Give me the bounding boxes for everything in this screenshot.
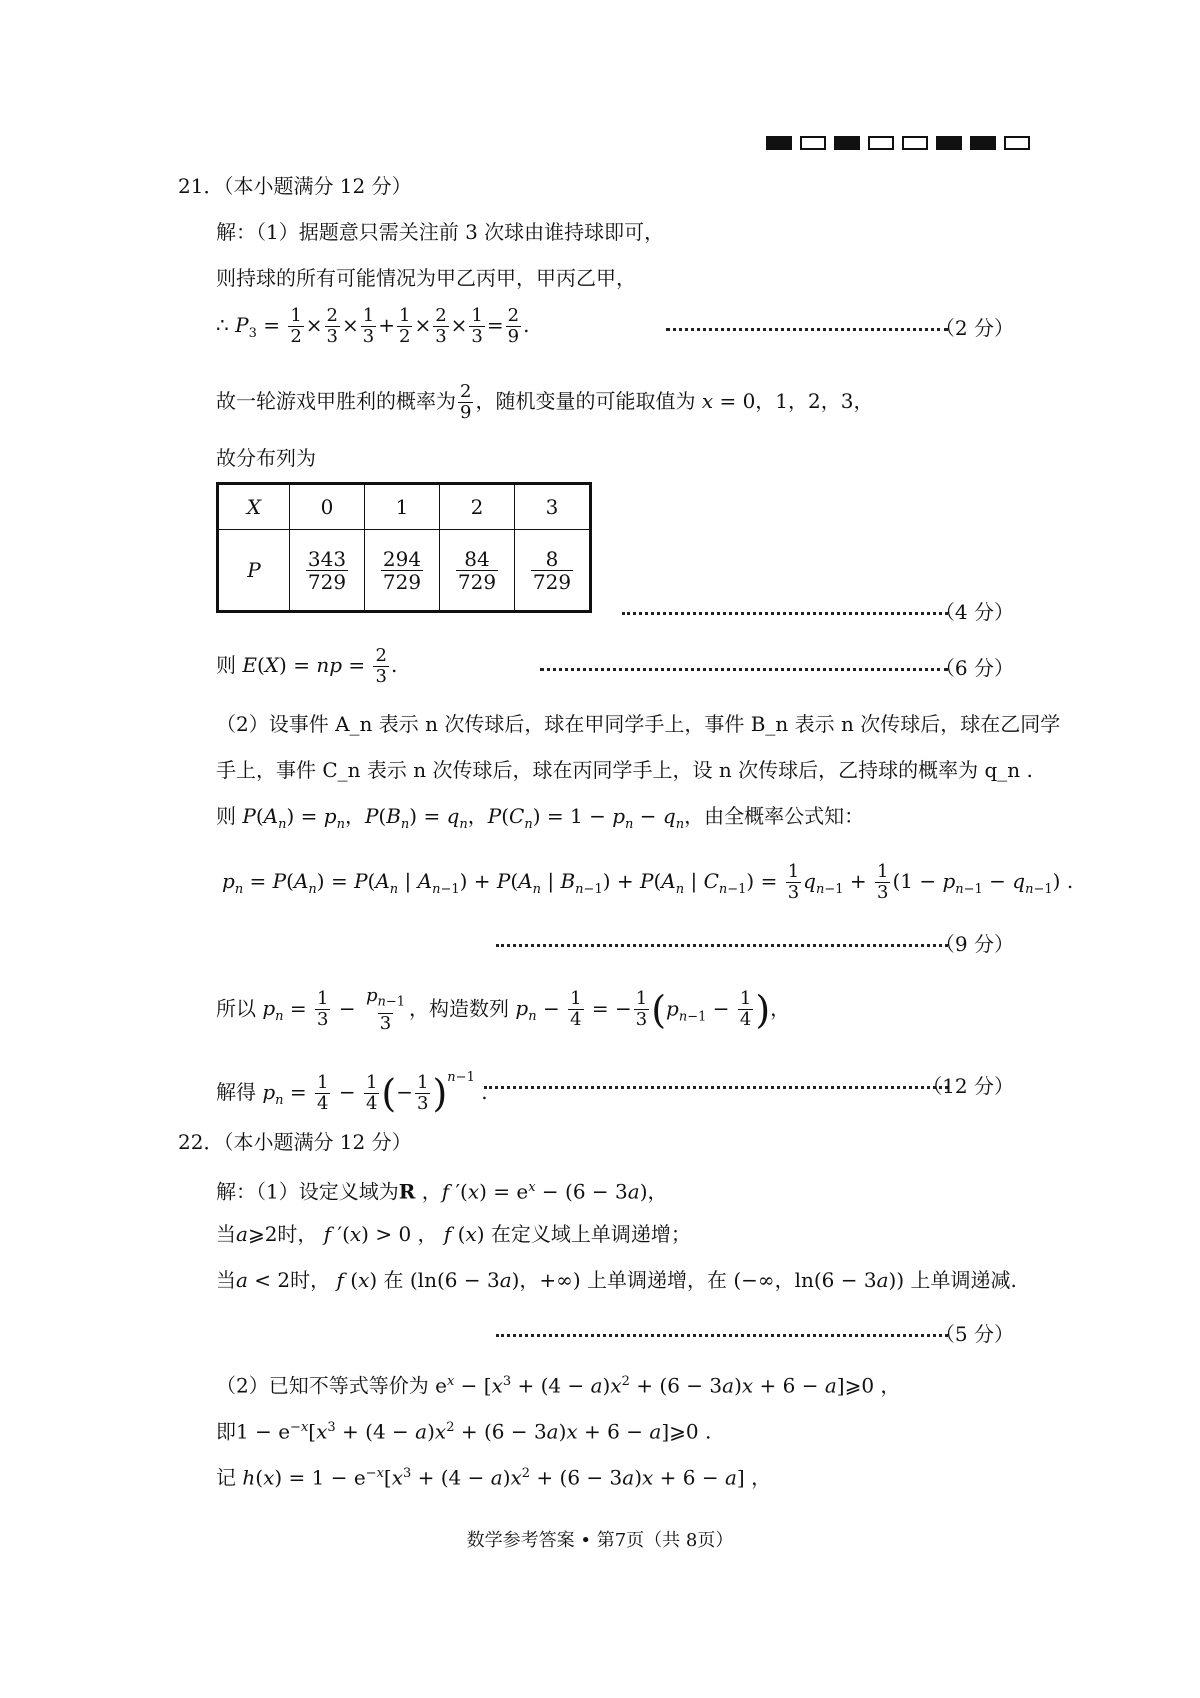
table-header-x: X [218,484,290,530]
dot-leader [622,612,948,615]
dot-leader [496,944,948,947]
q21-score-2: （4 分） [934,600,1014,624]
therefore-symbol: ∴ [216,313,229,337]
q21-line-11: 所以 $p_n$ = $\frac{1}{3}$ − $\frac{p_{n-1}}{3}$ ，构造数列 $p_n$ − $\frac{1}{4}$ = − $\frac{1}{3}$ ($p_{n-1}$ − $\frac{1}{4}$ )， [216,985,791,1034]
q21-expectation: 则 E(X) = np = $\frac{2}{3}$ . [216,645,398,687]
q21-line-4: 故一轮游戏甲胜利的概率为 $\frac{2}{9}$ ，随机变量的可能取值为 x = 0，1，2，3， [216,381,874,423]
table-cell: $\frac{343}{729}$ [290,530,365,612]
q22-line-3: 当a < 2时， f (x) 在 (ln(6 − 3a)，+∞) 上单调递增，在 (−∞，ln(6 − 3a)) 上单调递减. [216,1268,1017,1292]
q21-line-1: 解：（1）据题意只需关注前 3 次球由谁持球即可， [216,220,665,244]
table-header-p: P [218,530,290,612]
q21-line-7: （2）设事件 A_n 表示 n 次传球后，球在甲同学手上，事件 B_n 表示 n 次传球后，球在乙同学 [216,712,1061,736]
table-cell: 2 [440,484,515,530]
table-cell: $\frac{8}{729}$ [515,530,591,612]
q21-line-8: 手上，事件 C_n 表示 n 次传球后，球在丙同学手上，设 n 次传球后，乙持球的概率为 q_n . [216,758,1033,782]
header-square [766,136,792,150]
page-footer: 数学参考答案 • 第7页（共 8页） [466,1530,734,1551]
q21-score-1: （2 分） [934,316,1014,340]
q21-line-9: 则 $P(A_n) = p_n$，$P(B_n) = q_n$，$P(C_n) = 1 - p_n - q_n$，由全概率公式知： [216,804,865,832]
q22-score-1: （5 分） [934,1322,1014,1346]
dot-leader [540,668,948,671]
header-square [936,136,962,150]
table-cell: 1 [365,484,440,530]
q21-total-probability: $p_n = P(A_n) = P(A_n$ | $A_{n-1}) + P(A_n$ | $B_{n-1}) + P(A_n$ | $C_{n-1}$) = $\frac{1}{3}$ $q_{n-1}$ + $\frac{1}{3}$ $(1 - p_{n-1} - q_{n-1})$ . [222,861,1074,903]
header-pattern [766,136,1030,150]
q21-score-5: （12 分） [922,1074,1014,1098]
dot-leader [666,328,948,331]
header-square [834,136,860,150]
dot-leader [484,1086,948,1089]
header-square [970,136,996,150]
q21-line-2: 则持球的所有可能情况为甲乙丙甲，甲丙乙甲， [216,266,636,290]
q21-title: 21．（本小题满分 12 分） [178,174,412,198]
q22-line-2: 当a⩾2时， f ′(x) > 0 ， f (x) 在定义域上单调递增； [216,1222,691,1246]
table-cell: 3 [515,484,591,530]
header-square [1004,136,1030,150]
q21-line-5: 故分布列为 [216,446,316,470]
distribution-table [216,482,592,613]
header-square [800,136,826,150]
q21-score-4: （9 分） [934,932,1014,956]
q21-line-12: 解得 $p_n$ = $\frac{1}{4}$ − $\frac{1}{4}$ (− $\frac{1}{3}$ )$^{n-1}$ . [216,1070,488,1116]
q21-probability-p3: ∴ $P_3$ = $\frac{1}{2}$ × $\frac{2}{3}$ × $\frac{1}{3}$ + $\frac{1}{2}$ × $\frac{2}{3}$ × $\frac{1}{3}$ = $\frac{2}{9}$ . [216,305,530,347]
dot-leader [496,1334,948,1337]
header-square [902,136,928,150]
q22-line-1: 解：（1）设定义域为R ，f $'(x) = e^x - (6 - 3a)$， [216,1179,668,1204]
q22-line-5: 即$1 - e^{-x}[x^3 + (4 - a)x^2 + (6 - 3a)x + 6$ − a]⩾0 . [216,1419,712,1444]
q22-line-6: 记 $h(x) = 1 - e^{-x}[x^3 + (4 - a)x^2 + (6 - 3a)x + 6 - a]$ ， [216,1465,772,1490]
table-cell: 0 [290,484,365,530]
q22-line-4: （2）已知不等式等价为 $e^x - [x^3 + (4 - a)x^2 + (6 - 3a)x + 6$ − a]⩾0 ， [216,1373,901,1398]
table-cell: $\frac{294}{729}$ [365,530,440,612]
table-cell: $\frac{84}{729}$ [440,530,515,612]
header-square [868,136,894,150]
q22-title: 22．（本小题满分 12 分） [178,1130,412,1154]
q21-score-3: （6 分） [934,656,1014,680]
